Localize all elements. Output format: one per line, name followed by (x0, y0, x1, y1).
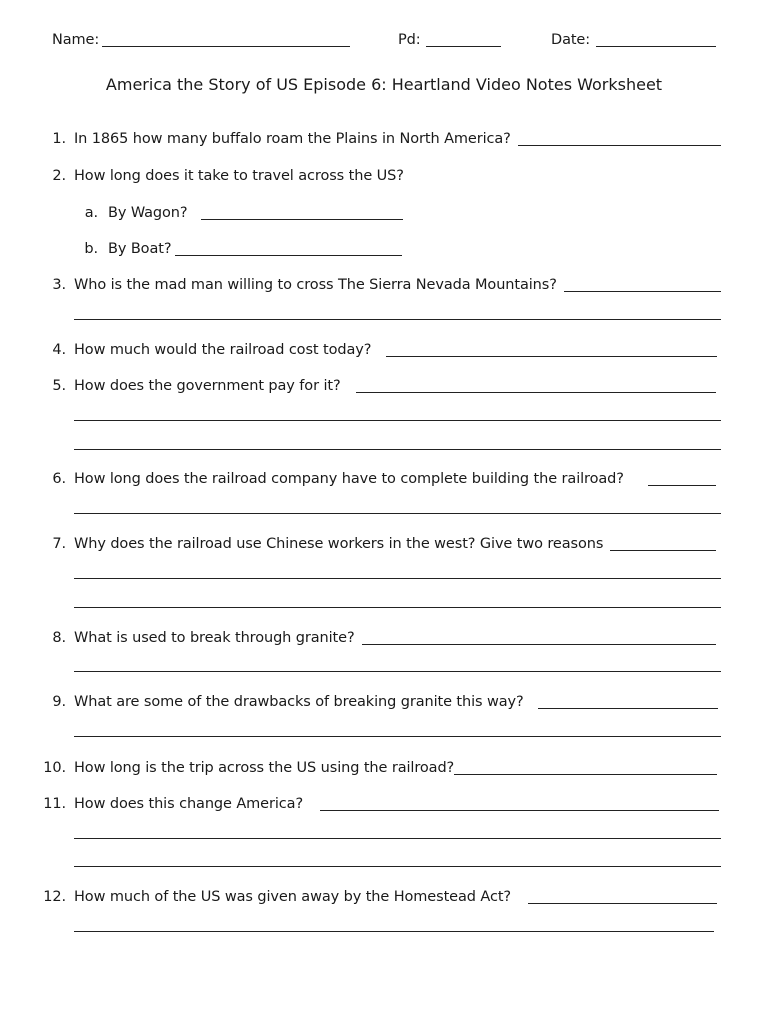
answer-line[interactable] (74, 578, 721, 579)
answer-line[interactable] (454, 774, 717, 775)
answer-line[interactable] (74, 866, 721, 867)
answer-line[interactable] (201, 219, 403, 220)
question-number: 7. (52, 536, 66, 552)
answer-line[interactable] (74, 931, 714, 932)
sub-question-letter: a. (84, 205, 98, 221)
question-number: 12. (43, 889, 66, 905)
question-number: 3. (52, 277, 66, 293)
answer-line[interactable] (175, 255, 402, 256)
answer-line[interactable] (528, 903, 717, 904)
question-number: 1. (52, 131, 66, 147)
answer-line[interactable] (320, 810, 719, 811)
answer-line[interactable] (74, 449, 721, 450)
name-answer-line[interactable] (102, 46, 350, 47)
question-number: 11. (43, 796, 66, 812)
name-label: Name: (52, 32, 100, 48)
answer-line[interactable] (362, 644, 716, 645)
question-number: 5. (52, 378, 66, 394)
question-number: 8. (52, 630, 66, 646)
answer-line[interactable] (564, 291, 721, 292)
pd-answer-line[interactable] (426, 46, 501, 47)
question-text: Why does the railroad use Chinese workers in the west? Give two reasons (74, 536, 604, 552)
worksheet-title: America the Story of US Episode 6: Heartland Video Notes Worksheet (105, 75, 663, 94)
question-text: How does this change America? (74, 796, 304, 812)
answer-line[interactable] (74, 838, 721, 839)
question-number: 9. (52, 694, 66, 710)
answer-line[interactable] (610, 550, 716, 551)
answer-line[interactable] (74, 513, 721, 514)
question-number: 4. (52, 342, 66, 358)
question-text: What is used to break through granite? (74, 630, 355, 646)
answer-line[interactable] (356, 392, 716, 393)
question-text: How much of the US was given away by the Homestead Act? (74, 889, 512, 905)
pd-label: Pd: (398, 32, 421, 48)
answer-line[interactable] (518, 145, 721, 146)
question-number: 10. (43, 760, 66, 776)
answer-line[interactable] (74, 671, 721, 672)
answer-line[interactable] (74, 607, 721, 608)
question-text: How long does it take to travel across the US? (74, 168, 404, 184)
date-answer-line[interactable] (596, 46, 716, 47)
sub-question-text: By Wagon? (108, 205, 188, 221)
question-number: 6. (52, 471, 66, 487)
question-text: How much would the railroad cost today? (74, 342, 372, 358)
question-number: 2. (52, 168, 66, 184)
question-text: How long does the railroad company have to complete building the railroad? (74, 471, 624, 487)
answer-line[interactable] (648, 485, 716, 486)
question-text: What are some of the drawbacks of breaking granite this way? (74, 694, 524, 710)
question-text: In 1865 how many buffalo roam the Plains in North America? (74, 131, 511, 147)
answer-line[interactable] (74, 319, 721, 320)
question-text: How long is the trip across the US using the railroad? (74, 760, 455, 776)
question-text: Who is the mad man willing to cross The Sierra Nevada Mountains? (74, 277, 557, 293)
question-text: How does the government pay for it? (74, 378, 341, 394)
answer-line[interactable] (538, 708, 718, 709)
answer-line[interactable] (74, 420, 721, 421)
answer-line[interactable] (386, 356, 717, 357)
sub-question-text: By Boat? (108, 241, 172, 257)
answer-line[interactable] (74, 736, 721, 737)
date-label: Date: (551, 32, 591, 48)
sub-question-letter: b. (84, 241, 98, 257)
